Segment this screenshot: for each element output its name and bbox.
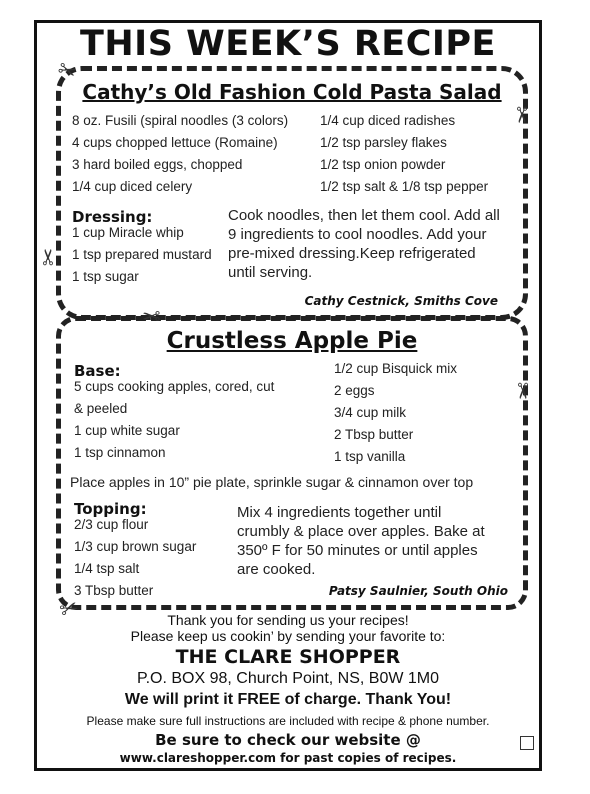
scissors-icon: ✂ xyxy=(510,381,536,401)
free-notice: We will print it FREE of charge. Thank You! xyxy=(124,691,452,708)
list-item: 3 hard boiled eggs, chopped xyxy=(72,157,243,172)
shopper-name: THE CLARE SHOPPER xyxy=(175,646,401,668)
list-item: 1/2 cup Bisquick mix xyxy=(334,361,458,376)
scissors-icon: ✂ xyxy=(142,303,161,328)
list-item: 3/4 cup milk xyxy=(334,405,407,420)
recipe2-title: Crustless Apple Pie xyxy=(166,328,418,354)
scissors-icon: ✂ xyxy=(56,593,82,624)
list-item: 1 cup white sugar xyxy=(74,423,180,438)
list-item: 1/4 cup diced radishes xyxy=(320,113,456,128)
list-item: 1/4 tsp salt xyxy=(74,561,140,576)
recipe2-credit: Patsy Saulnier, South Ohio xyxy=(328,584,508,598)
list-item: 1/2 tsp onion powder xyxy=(320,157,446,172)
list-item: 4 cups chopped lettuce (Romaine) xyxy=(72,135,278,150)
recipe1-ingredients-left xyxy=(72,110,288,198)
list-item: 1/4 cup diced celery xyxy=(72,179,193,194)
list-item: 1/3 cup brown sugar xyxy=(74,539,197,554)
dressing-list xyxy=(72,222,212,288)
list-item: 2/3 cup flour xyxy=(74,517,149,532)
recipe1-instructions: Cook noodles, then let them cool. Add all 9 ingredients to cool noodles. Add your pre-mixed dressing.Keep refrigerated until serving. xyxy=(228,207,500,281)
list-item: 3 Tbsp butter xyxy=(74,583,154,598)
place-instruction: Place apples in 10” pie plate, sprinkle sugar & cinnamon over top xyxy=(70,474,474,490)
list-item: & peeled xyxy=(74,401,128,416)
list-item: 2 Tbsp butter xyxy=(334,427,414,442)
list-item: 1 tsp vanilla xyxy=(334,449,406,464)
scissors-icon: ✂ xyxy=(54,55,81,86)
topping-heading: Topping: xyxy=(74,500,147,518)
list-item: 8 oz. Fusili (spiral noodles (3 colors) xyxy=(72,113,289,128)
list-item: 1 tsp prepared mustard xyxy=(72,247,212,262)
scissors-icon: ✂ xyxy=(509,105,535,125)
base-list-left xyxy=(74,376,274,464)
list-item: 1 cup Miracle whip xyxy=(72,225,184,240)
footer-keep-cooking: Please keep us cookin’ by sending your favorite to: xyxy=(130,628,446,644)
website-link[interactable]: www.clareshopper.com for past copies of recipes. xyxy=(119,751,457,765)
recipe1-title: Cathy’s Old Fashion Cold Pasta Salad xyxy=(82,80,502,104)
topping-list xyxy=(74,514,196,602)
list-item: 1/2 tsp parsley flakes xyxy=(320,135,447,150)
check-website: Be sure to check our website @ xyxy=(155,731,421,749)
page-title: THIS WEEK’S RECIPE xyxy=(80,24,496,64)
recipe1-credit: Cathy Cestnick, Smiths Cove xyxy=(304,294,498,308)
checkbox-icon xyxy=(520,736,534,750)
list-item: 1 tsp sugar xyxy=(72,269,139,284)
instructions-note: Please make sure full instructions are included with recipe & phone number. xyxy=(86,714,490,728)
base-heading: Base: xyxy=(74,362,121,380)
base-list-right xyxy=(334,358,457,468)
shopper-address: P.O. BOX 98, Church Point, NS, B0W 1M0 xyxy=(136,670,440,687)
recipe1-ingredients-right xyxy=(320,110,488,198)
list-item: 2 eggs xyxy=(334,383,375,398)
dressing-heading: Dressing: xyxy=(72,208,153,226)
list-item: 1 tsp cinnamon xyxy=(74,445,166,460)
list-item: 5 cups cooking apples, cored, cut xyxy=(74,379,275,394)
list-item: 1/2 tsp salt & 1/8 tsp pepper xyxy=(320,179,489,194)
recipe2-instructions: Mix 4 ingredients together until crumbly & place over apples. Bake at 350º F for 50 minutes or until apples are cooked. xyxy=(237,504,485,578)
scissors-icon: ✂ xyxy=(36,247,62,267)
footer-thanks: Thank you for sending us your recipes! xyxy=(167,612,409,628)
